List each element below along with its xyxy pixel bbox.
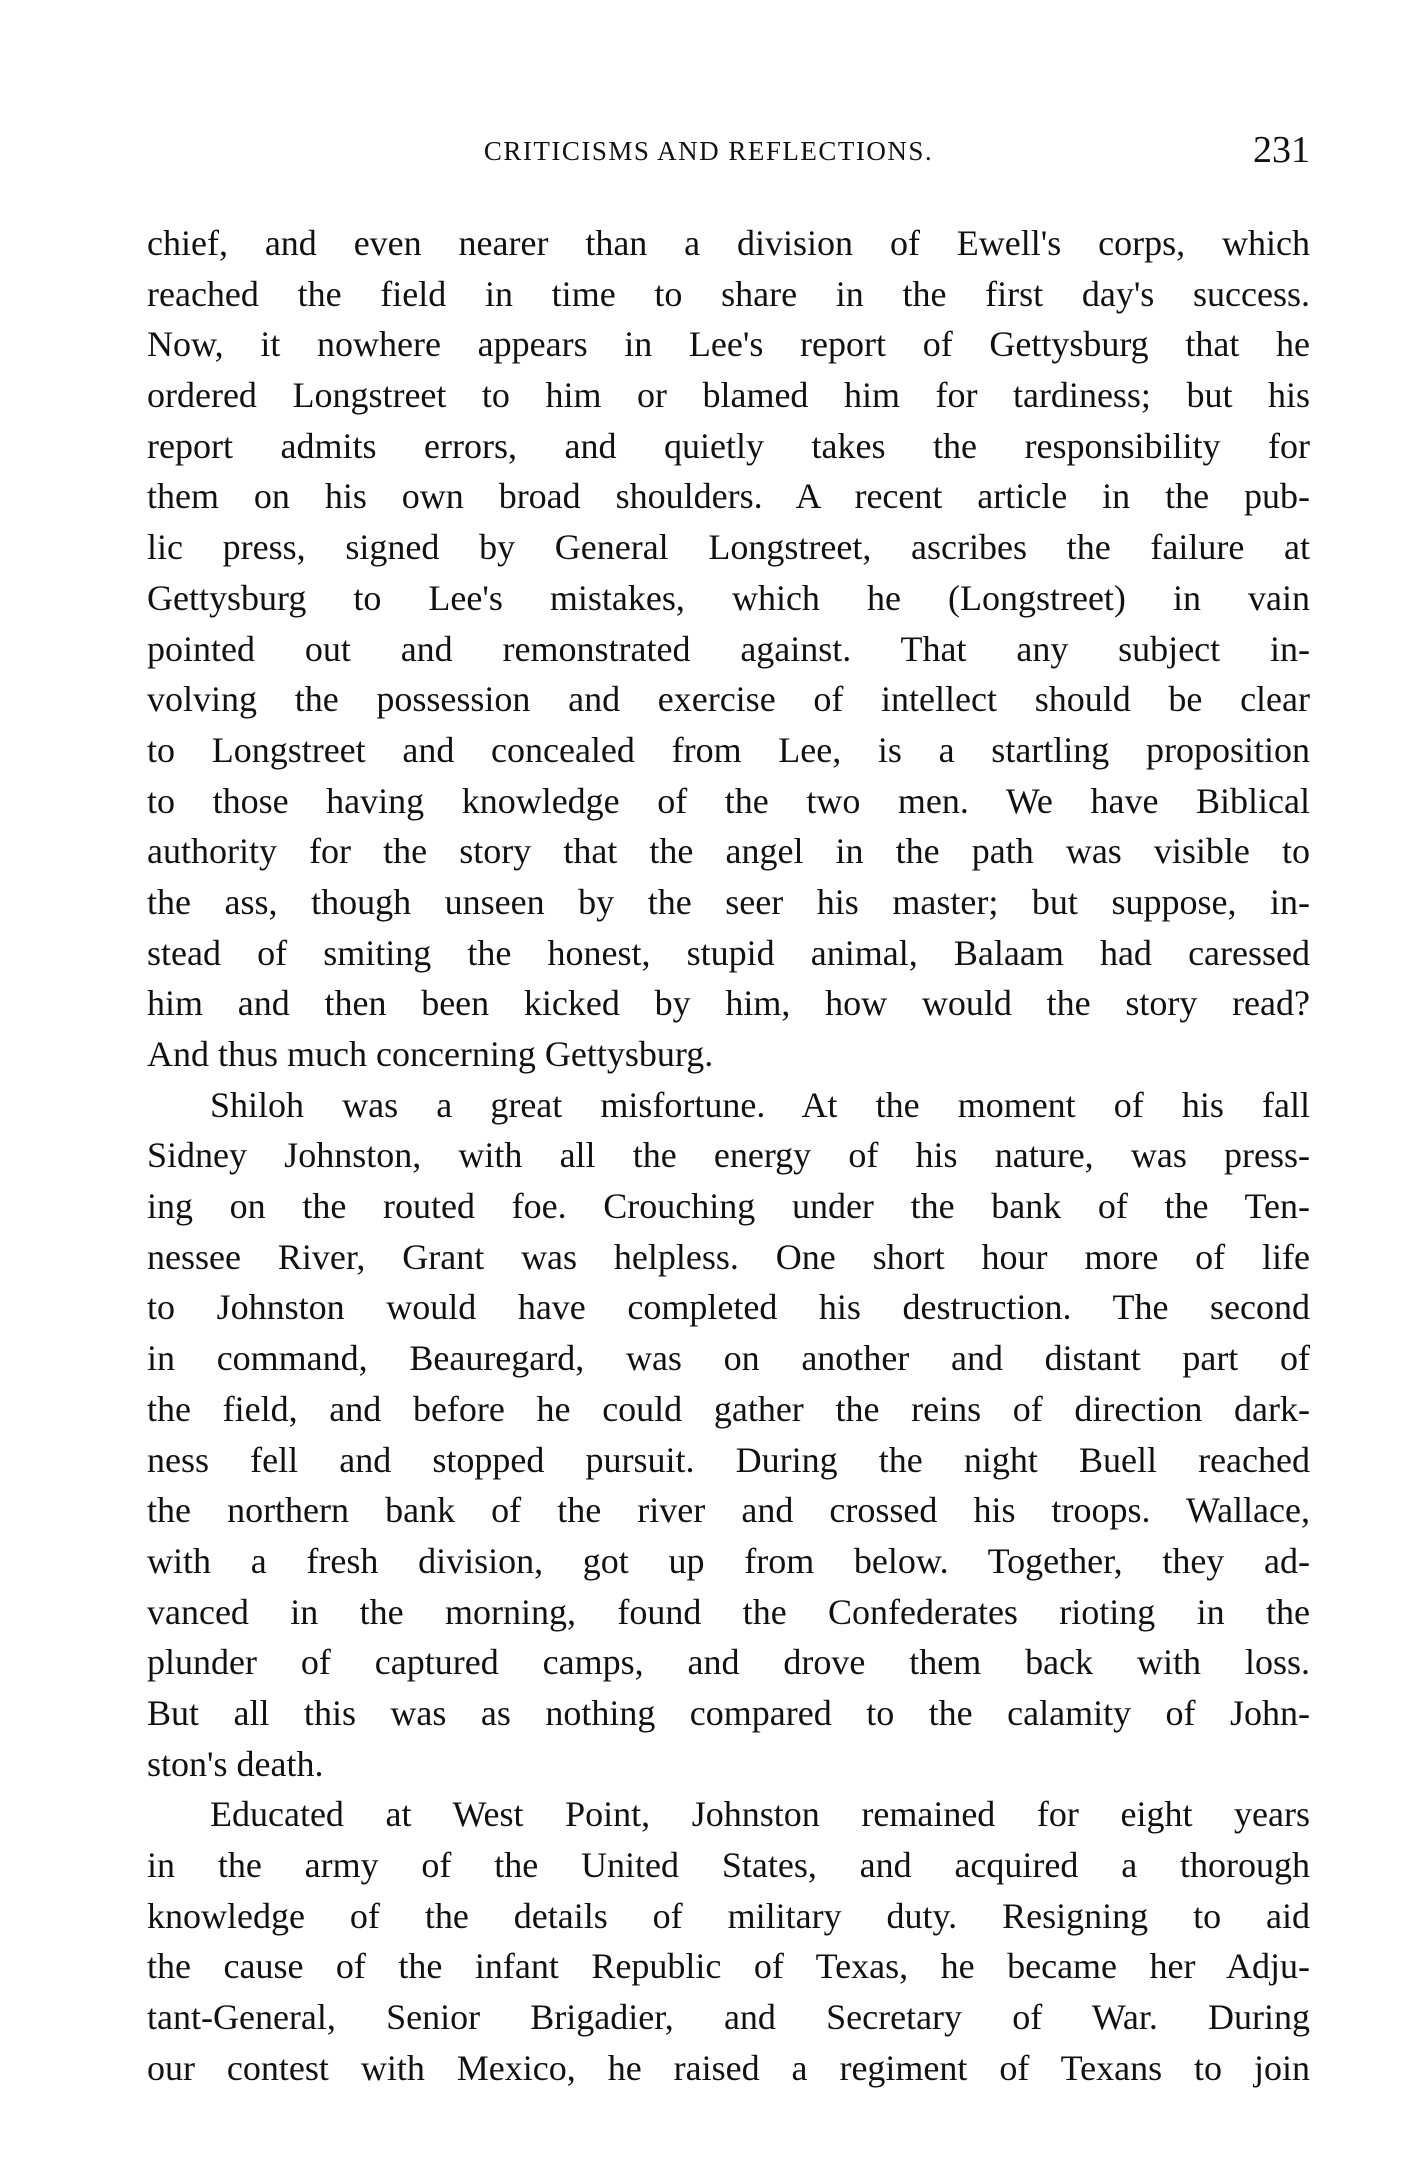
text-line: our contest with Mexico, he raised a regiment of Texans to join <box>147 2047 1310 2088</box>
text-line: to those having knowledge of the two men. We have Biblical <box>147 780 1310 821</box>
text-line: volving the possession and exercise of intellect should be clear <box>147 679 1310 720</box>
text-line: to Longstreet and concealed from Lee, is a startling proposition <box>147 729 1310 770</box>
paragraph <box>147 218 1310 1080</box>
paragraph <box>147 1789 1310 2093</box>
text-line: ordered Longstreet to him or blamed him for tardiness; but his <box>147 375 1310 416</box>
text-line: plunder of captured camps, and drove them back with loss. <box>147 1642 1310 1683</box>
running-title: CRITICISMS AND REFLECTIONS. <box>483 136 934 166</box>
text-line: nessee River, Grant was helpless. One short hour more of life <box>147 1236 1310 1277</box>
text-line: tant-General, Senior Brigadier, and Secretary of War. During <box>147 1997 1310 2038</box>
text-line: the cause of the infant Republic of Texas, he became her Adju- <box>147 1946 1310 1987</box>
text-line: with a fresh division, got up from below. Together, they ad- <box>147 1540 1310 1581</box>
text-line: Gettysburg to Lee's mistakes, which he (Longstreet) in vain <box>147 577 1310 618</box>
text-line: Sidney Johnston, with all the energy of his nature, was press- <box>147 1135 1310 1176</box>
page-number: 231 <box>1253 129 1310 171</box>
text-line: Educated at West Point, Johnston remained for eight years <box>210 1794 1310 1835</box>
text-line: to Johnston would have completed his destruction. The second <box>147 1287 1310 1328</box>
page-body <box>147 218 1310 2093</box>
text-line: in command, Beauregard, was on another and distant part of <box>147 1338 1310 1379</box>
text-line: them on his own broad shoulders. A recent article in the pub- <box>147 476 1310 517</box>
text-line: knowledge of the details of military duty. Resigning to aid <box>147 1895 1310 1936</box>
text-line: the field, and before he could gather the reins of direction dark- <box>147 1388 1310 1429</box>
text-line: But all this was as nothing compared to the calamity of John- <box>147 1692 1310 1733</box>
text-line: lic press, signed by General Longstreet, ascribes the failure at <box>147 527 1310 568</box>
text-line: ston's death. <box>147 1743 324 1784</box>
text-line: the northern bank of the river and crossed his troops. Wallace, <box>147 1490 1310 1531</box>
text-line: ness fell and stopped pursuit. During the night Buell reached <box>147 1439 1310 1480</box>
text-line: And thus much concerning Gettysburg. <box>147 1034 714 1074</box>
text-line: the ass, though unseen by the seer his master; but suppose, in- <box>147 881 1310 922</box>
text-line: vanced in the morning, found the Confederates rioting in the <box>147 1591 1310 1632</box>
text-line: pointed out and remonstrated against. That any subject in- <box>147 628 1310 669</box>
running-header <box>147 128 1310 172</box>
text-line: ing on the routed foe. Crouching under the bank of the Ten- <box>147 1186 1310 1227</box>
text-line: Now, it nowhere appears in Lee's report of Gettysburg that he <box>147 324 1310 365</box>
text-line: chief, and even nearer than a division of Ewell's corps, which <box>147 223 1310 263</box>
text-line: in the army of the United States, and acquired a thorough <box>147 1845 1310 1885</box>
text-line: reached the field in time to share in the first day's success. <box>147 273 1310 314</box>
text-line: report admits errors, and quietly takes the responsibility for <box>147 425 1310 466</box>
text-line: stead of smiting the honest, stupid animal, Balaam had caressed <box>147 932 1310 973</box>
paragraph <box>147 1080 1310 1790</box>
text-line: authority for the story that the angel in the path was visible to <box>147 831 1310 872</box>
text-line: him and then been kicked by him, how would the story read? <box>147 983 1310 1024</box>
text-line: Shiloh was a great misfortune. At the moment of his fall <box>210 1084 1310 1125</box>
